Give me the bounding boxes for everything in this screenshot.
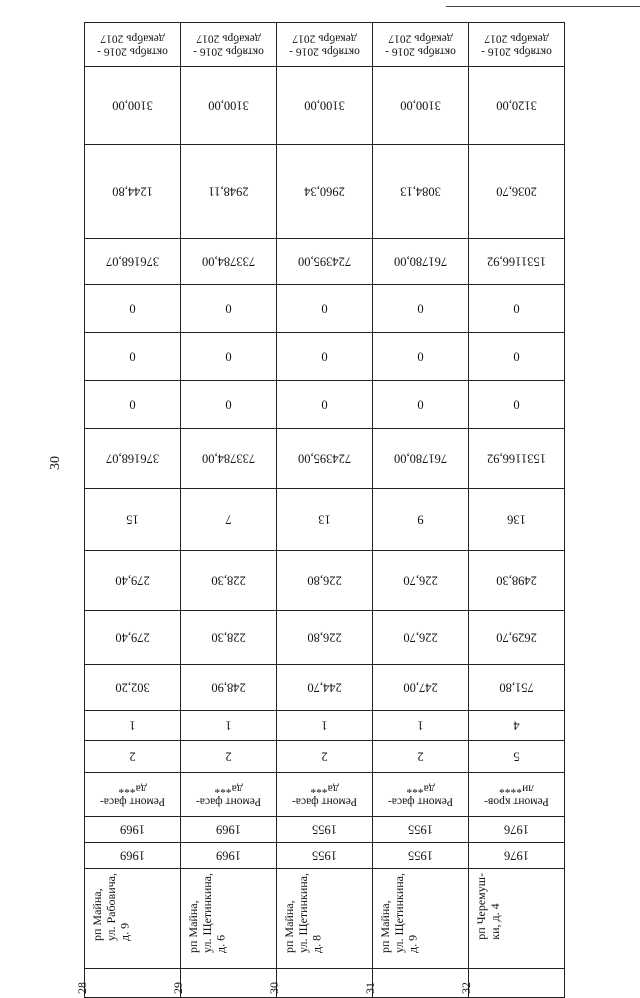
area-cell: 228,30 xyxy=(211,573,246,588)
row-c8 xyxy=(85,381,565,429)
period-cell: октябрь 2016 - декабрь 2017 xyxy=(385,32,456,58)
work-type-cell: Ремонт фаса- да*** xyxy=(195,782,262,808)
fund-total-cell: 376168,07 xyxy=(105,451,160,466)
cost-limit-cell: 3100,00 xyxy=(112,98,153,113)
address-cell: рп Майна, ул. Щетинкина, д. 6 xyxy=(186,873,228,953)
address-cell: рп Майна, ул. Щетинкина, д. 9 xyxy=(378,873,420,953)
row-c10 xyxy=(85,285,565,333)
floors-cell: 2 xyxy=(417,749,424,764)
work-type-cell: Ремонт фаса- да*** xyxy=(291,782,358,808)
floors-cell: 2 xyxy=(225,749,232,764)
funding-cell: 0 xyxy=(417,349,424,364)
address-cell: рп Майна, ул. Щетинкина, д. 8 xyxy=(282,873,324,953)
funding-cell: 0 xyxy=(417,301,424,316)
area-cell: 226,80 xyxy=(307,573,342,588)
funding-cell: 0 xyxy=(513,349,520,364)
work-type-cell: Ремонт кров- ли**** xyxy=(484,782,549,808)
address-cell: рп Майна, ул. Рабовича, д. 9 xyxy=(90,873,132,942)
area-cell: 228,30 xyxy=(211,630,246,645)
area-cell: 2498,30 xyxy=(496,573,537,588)
year-cell: 1976 xyxy=(504,848,529,863)
floors-cell: 5 xyxy=(513,749,520,764)
row-number-cell: 28 xyxy=(75,982,89,994)
entrances-cell: 1 xyxy=(225,718,232,733)
row-c12 xyxy=(85,145,565,239)
funding-cell: 0 xyxy=(321,397,328,412)
row-number-cell: 31 xyxy=(363,982,377,994)
row-number-cell: 29 xyxy=(171,982,185,994)
cost-limit-cell: 3100,00 xyxy=(208,98,249,113)
work-type-cell: Ремонт фаса- да*** xyxy=(99,782,166,808)
unit-cost-cell: 2960,34 xyxy=(304,184,345,199)
row-number-cell: 30 xyxy=(267,982,281,994)
row-c6 xyxy=(85,489,565,551)
area-cell: 279,40 xyxy=(115,630,150,645)
period-cell: октябрь 2016 - декабрь 2017 xyxy=(97,32,168,58)
residents-cell: 15 xyxy=(126,512,139,527)
floors-cell: 2 xyxy=(129,749,136,764)
period-cell: октябрь 2016 - декабрь 2017 xyxy=(481,32,552,58)
area-cell: 226,70 xyxy=(403,573,438,588)
area-cell: 244,70 xyxy=(307,680,342,695)
floors-cell: 2 xyxy=(321,749,328,764)
residents-cell: 7 xyxy=(225,512,232,527)
entrances-cell: 4 xyxy=(513,718,520,733)
entrances-cell: 1 xyxy=(129,718,136,733)
year-cell: 1955 xyxy=(312,848,337,863)
page-number: 30 xyxy=(48,456,63,470)
total-cost-cell: 733784,00 xyxy=(201,254,256,269)
row-year-a xyxy=(85,843,565,869)
period-cell: октябрь 2016 - декабрь 2017 xyxy=(289,32,360,58)
cost-limit-cell: 3120,00 xyxy=(496,98,537,113)
funding-cell: 0 xyxy=(417,397,424,412)
funding-cell: 0 xyxy=(129,349,136,364)
row-address xyxy=(85,869,565,969)
entrances-cell: 1 xyxy=(321,718,328,733)
year-cell: 1976 xyxy=(504,822,529,837)
row-year-b xyxy=(85,817,565,843)
row-c13 xyxy=(85,67,565,145)
unit-cost-cell: 2036,70 xyxy=(496,184,537,199)
funding-cell: 0 xyxy=(225,301,232,316)
total-cost-cell: 761780,00 xyxy=(393,254,448,269)
top-rule xyxy=(446,6,640,7)
total-cost-cell: 1531166,92 xyxy=(487,254,546,269)
row-c7 xyxy=(85,429,565,489)
fund-total-cell: 761780,00 xyxy=(393,451,448,466)
cost-limit-cell: 3100,00 xyxy=(400,98,441,113)
row-number xyxy=(85,969,565,998)
row-period xyxy=(85,23,565,67)
cost-limit-cell: 3100,00 xyxy=(304,98,345,113)
year-cell: 1969 xyxy=(120,848,145,863)
funding-cell: 0 xyxy=(321,349,328,364)
row-work xyxy=(85,773,565,817)
year-cell: 1955 xyxy=(312,822,337,837)
area-cell: 2629,70 xyxy=(496,630,537,645)
row-c11 xyxy=(85,239,565,285)
residents-cell: 13 xyxy=(318,512,331,527)
total-cost-cell: 724395,00 xyxy=(297,254,352,269)
area-cell: 226,80 xyxy=(307,630,342,645)
area-cell: 248,90 xyxy=(211,680,246,695)
area-cell: 279,40 xyxy=(115,573,150,588)
residents-cell: 9 xyxy=(417,512,424,527)
unit-cost-cell: 3084,13 xyxy=(400,184,441,199)
year-cell: 1969 xyxy=(216,822,241,837)
fund-total-cell: 724395,00 xyxy=(297,451,352,466)
year-cell: 1969 xyxy=(216,848,241,863)
unit-cost-cell: 1244,80 xyxy=(112,184,153,199)
area-cell: 247,00 xyxy=(403,680,438,695)
row-c1 xyxy=(85,741,565,773)
area-cell: 302,20 xyxy=(115,680,150,695)
residents-cell: 136 xyxy=(507,512,526,527)
entrances-cell: 1 xyxy=(417,718,424,733)
fund-total-cell: 733784,00 xyxy=(201,451,256,466)
area-cell: 751,80 xyxy=(499,680,534,695)
year-cell: 1955 xyxy=(408,822,433,837)
repair-register-table xyxy=(75,22,565,998)
address-cell: рп Черемуш- ки, д. 4 xyxy=(474,873,502,940)
year-cell: 1969 xyxy=(120,822,145,837)
funding-cell: 0 xyxy=(129,397,136,412)
row-c9 xyxy=(85,333,565,381)
funding-cell: 0 xyxy=(513,397,520,412)
funding-cell: 0 xyxy=(225,349,232,364)
unit-cost-cell: 2948,11 xyxy=(208,184,249,199)
year-cell: 1955 xyxy=(408,848,433,863)
funding-cell: 0 xyxy=(225,397,232,412)
work-type-cell: Ремонт фаса- да*** xyxy=(387,782,454,808)
row-c4 xyxy=(85,611,565,665)
area-cell: 226,70 xyxy=(403,630,438,645)
funding-cell: 0 xyxy=(513,301,520,316)
row-c3 xyxy=(85,665,565,711)
fund-total-cell: 1531166,92 xyxy=(487,451,546,466)
funding-cell: 0 xyxy=(129,301,136,316)
period-cell: октябрь 2016 - декабрь 2017 xyxy=(193,32,264,58)
row-c5 xyxy=(85,551,565,611)
total-cost-cell: 376168,07 xyxy=(105,254,160,269)
funding-cell: 0 xyxy=(321,301,328,316)
row-number-cell: 32 xyxy=(459,982,473,994)
row-c2 xyxy=(85,711,565,741)
